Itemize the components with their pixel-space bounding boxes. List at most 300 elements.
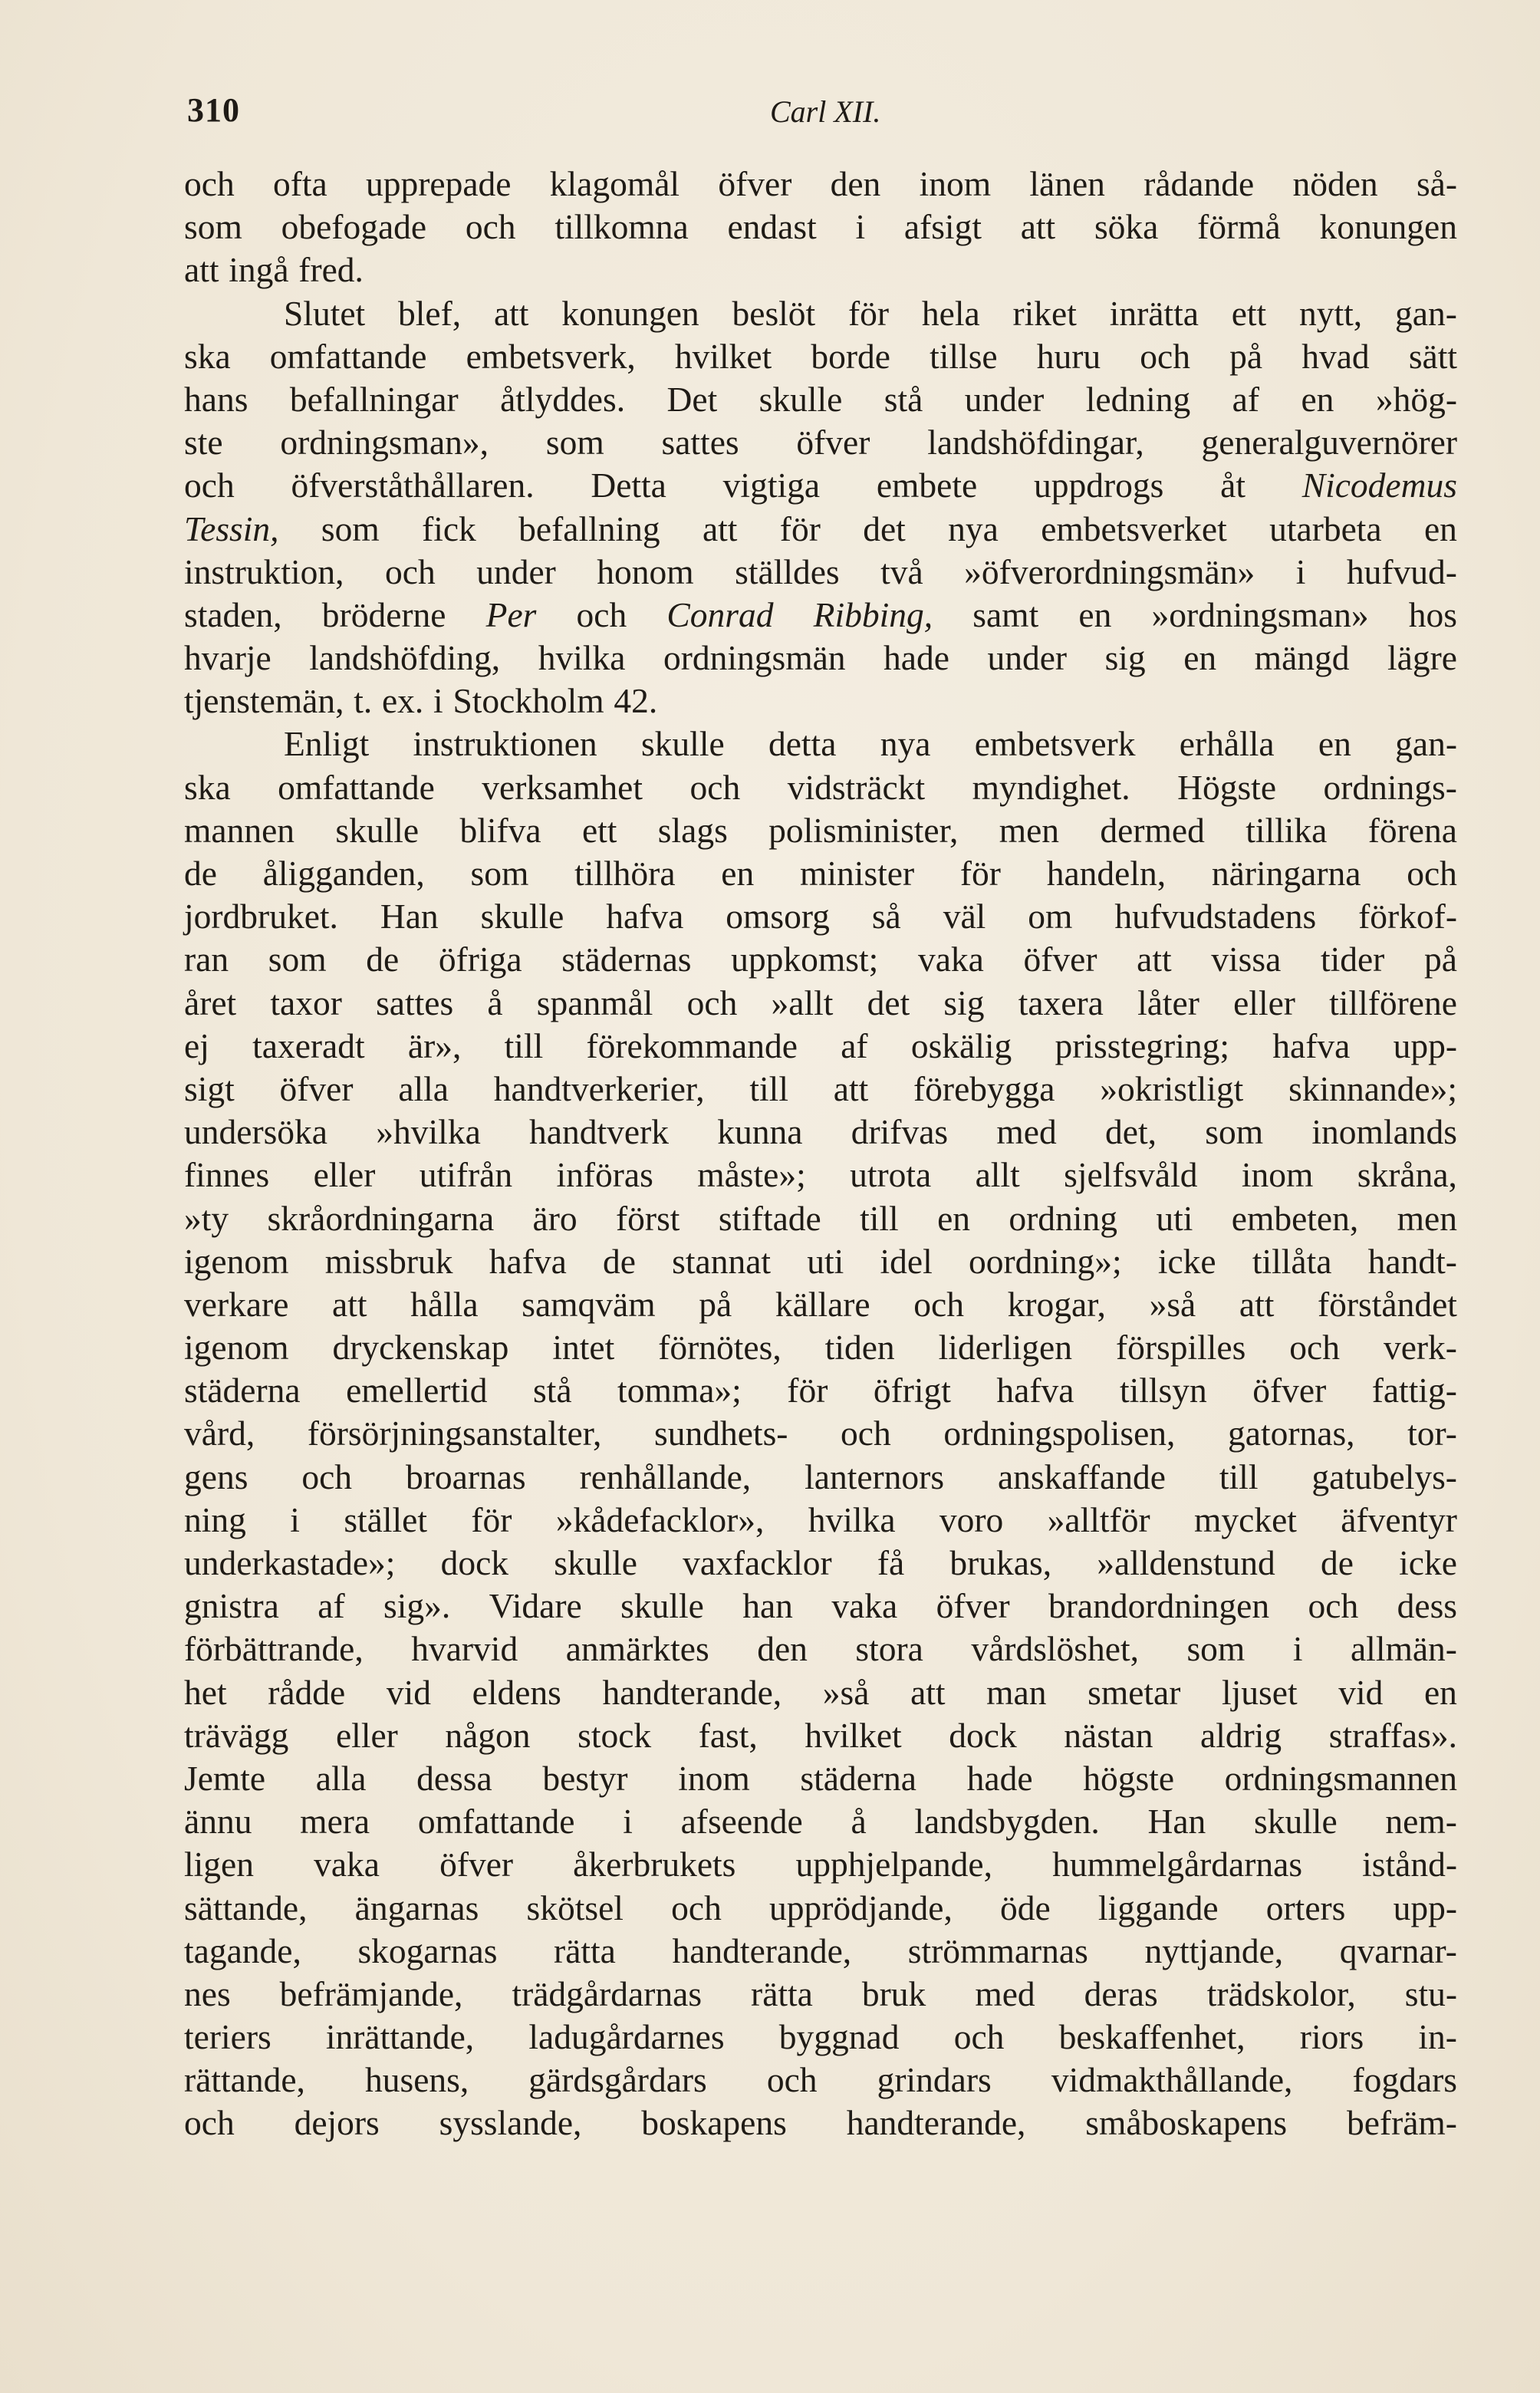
word: hufvud- [1346,551,1457,591]
word: embetsverket [1041,509,1227,548]
word: och [1407,854,1457,893]
word: en [1423,1672,1457,1712]
word: till [504,1025,544,1065]
word: mera [300,1802,370,1842]
word: riket [1012,293,1077,333]
word: trädgårdarnas [512,1973,703,2013]
word: en [1318,724,1351,764]
word: omfattande [269,336,427,376]
word: myndighet. [972,767,1130,807]
text-line [184,1585,1457,1628]
word: stannat [672,1241,772,1281]
word: öfver [1023,940,1097,979]
word: åtlyddes. [500,379,626,419]
word: honom [597,551,694,591]
word: gnistra [184,1586,279,1626]
word: och [184,164,235,203]
word: nyttjande, [1144,1931,1284,1970]
word: till [860,1198,899,1238]
word: hafva [1272,1025,1351,1065]
word: rätta [751,1973,813,2013]
text-line [184,1843,1457,1886]
word: i [1295,551,1306,591]
word: mängd [1254,638,1350,678]
word: omfattande [417,1802,575,1842]
text-line [184,1412,1457,1455]
word: en [721,854,755,893]
word: hummelgårdarnas [1052,1845,1303,1884]
word: ordningsmän [663,638,846,678]
word: vid [386,1672,432,1712]
word: landshöfding, [309,638,501,678]
word: att [1137,940,1172,979]
text-line [184,723,1457,765]
word: att [184,250,219,290]
word: det [867,983,910,1022]
word: om [1028,897,1073,936]
word: och [385,551,436,591]
word: stora [855,1629,923,1669]
word: skråordningarna [267,1198,495,1238]
word: öfver [1252,1371,1327,1410]
word: inrättande, [325,2017,475,2057]
word: af [1232,379,1260,419]
word: bestyr [542,1758,628,1798]
word: hans [184,379,248,419]
word: »hvilka [376,1112,481,1152]
word: få [877,1543,905,1582]
word: allmän- [1350,1629,1457,1669]
page-number: 310 [187,91,240,129]
word: ställdes [735,551,840,591]
word: brukas, [949,1543,1052,1582]
word: ordningspolisen, [943,1414,1176,1453]
word: skulle [480,897,564,936]
word: obefogade [281,207,427,247]
word: som [268,940,327,979]
word: instruktionen [413,724,597,764]
word: omfattande [278,767,435,807]
word: två [880,551,923,591]
word: för [959,854,1001,893]
word: med [996,1112,1057,1152]
word: idel [880,1241,933,1281]
word: tor- [1407,1414,1457,1453]
word: dock [949,1715,1017,1755]
word: i [1292,1629,1303,1669]
text-line [184,1111,1457,1154]
word: vissa [1211,940,1282,979]
word: upp- [1393,1888,1457,1927]
word: åkerbrukets [573,1845,736,1884]
word: ljuset [1222,1672,1298,1712]
word: och [1289,1328,1340,1368]
word: under [987,638,1068,678]
word: embete [876,466,978,505]
body-text [184,163,1457,2145]
word: verksamhet [482,767,643,807]
word: ledning [1085,379,1191,419]
word: polisminister, [768,810,959,850]
word: sig [1104,638,1146,678]
text-line [184,1930,1457,1973]
text-line [184,895,1457,938]
word: slags [657,810,728,850]
word: ordnings- [1323,767,1457,807]
word: småboskapens [1085,2103,1288,2143]
word: mycket [1193,1499,1297,1539]
word: »kådefacklor», [555,1499,765,1539]
word: uppdrogs [1033,466,1164,505]
word: blifva [459,810,541,850]
word: äro [532,1198,578,1238]
word: kunna [717,1112,803,1152]
word: först [616,1198,680,1238]
word: straffas». [1328,1715,1457,1755]
word: handt- [1367,1241,1457,1281]
word: stock [578,1715,652,1755]
word: äfventyr [1341,1499,1457,1539]
word: å [851,1802,867,1842]
word: i [290,1499,300,1539]
word: någon [445,1715,531,1755]
word: embetsverk [974,724,1136,764]
word: fick [422,509,476,548]
word: trädskolor, [1206,1973,1356,2013]
text-line [184,551,1457,594]
word: liggande [1097,1888,1219,1927]
word: de [1320,1543,1354,1582]
word: alla [315,1758,367,1798]
word: stu- [1404,1973,1457,2013]
word: tillika [1245,810,1328,850]
word: handeln, [1046,854,1167,893]
word: aldrig [1200,1715,1282,1755]
word: befräm- [1346,2103,1457,2143]
word: »ty [184,1198,229,1238]
word: och [953,2017,1005,2057]
word: stället [344,1499,427,1539]
word: öfrigt [873,1371,951,1410]
word: som [470,854,529,893]
text-line [184,1068,1457,1111]
word: tider [1320,940,1385,979]
word: borde [811,336,890,376]
word: vaxfacklor [683,1543,832,1582]
word: den [830,164,881,203]
word: de [366,940,400,979]
word: fogdars [1352,2060,1457,2100]
word: och [465,207,516,247]
word: smetar [1088,1672,1181,1712]
word: hvad [1301,336,1370,376]
word: det, [1105,1112,1157,1152]
word: som [545,423,604,462]
word: hvarvid [411,1629,518,1669]
text-line [184,378,1457,421]
word: de [184,854,217,893]
word: städerna [800,1758,917,1798]
word: af [318,1586,345,1626]
word: måste»; [697,1155,806,1195]
word: förena [1367,810,1457,850]
word: vaka [831,1586,898,1626]
word: men [1397,1198,1457,1238]
text-line [184,938,1457,981]
word: åligganden, [262,854,425,893]
text-line [184,982,1457,1025]
word: uppkomst; [731,940,879,979]
word: förkof- [1358,897,1457,936]
word: ängarnas [354,1888,479,1927]
word: eldens [472,1672,561,1712]
word: ning [184,1499,246,1539]
word: utrota [850,1155,932,1195]
word: på [1229,336,1263,376]
word: stå [533,1371,572,1410]
word: en [937,1198,971,1238]
word: nöden [1292,164,1378,203]
word: för [787,1371,828,1410]
word: ett [581,810,617,850]
word: att [1020,207,1056,247]
word: med [975,1973,1035,2013]
page-header [187,91,1445,144]
word: vigtiga [722,466,821,505]
word: underkastade»; [184,1543,396,1582]
word: gan- [1395,293,1457,333]
word: att [833,1068,869,1108]
word: förbättrande, [184,1629,364,1669]
word: under [476,551,556,591]
word: förmå [1197,207,1281,247]
text-line [184,1283,1457,1326]
text-line [184,1887,1457,1930]
word: vård, [184,1414,255,1453]
word: den [757,1629,808,1669]
word: införas [556,1155,653,1195]
word: tiden [824,1328,895,1368]
word: rådande [1143,164,1255,203]
word: och [671,1888,722,1927]
word: taxeradt [252,1025,365,1065]
word: Högste [1177,767,1277,807]
word: landshöfdingar, [927,423,1144,462]
word: befallningar [289,379,459,419]
text-line [184,1326,1457,1369]
word: Per [485,594,537,634]
word: dess [1397,1586,1457,1626]
word: och [689,767,741,807]
text-line [184,1542,1457,1585]
word: 42. [614,681,658,721]
word: handterande, [672,1931,852,1970]
word: förekommande [586,1025,798,1065]
word: inomlands [1311,1112,1457,1152]
text-line [184,1154,1457,1196]
word: och [686,983,738,1022]
word: gatornas, [1228,1414,1355,1453]
word: till [749,1068,788,1108]
word: tillkomna [554,207,689,247]
word: igenom [184,1328,289,1368]
word: igenom [184,1241,289,1281]
word: verkare [184,1284,289,1324]
word: skulle [1254,1802,1338,1842]
word: skötsel [526,1888,624,1927]
word: bröderne [321,594,446,634]
word: nya [948,509,999,548]
word: dock [440,1543,509,1582]
word: t. [354,681,373,721]
word: missbruk [324,1241,453,1281]
word: öfver [796,423,870,462]
word: handtverk [529,1112,669,1152]
word: är», [407,1025,462,1065]
word: nes [184,1973,231,2013]
word: och [184,2103,235,2143]
word: öfriga [438,940,522,979]
word: gärdsgårdars [528,2060,707,2100]
word: qvarnar- [1339,1931,1457,1970]
word: bruk [861,1973,926,2013]
word: skråna, [1357,1155,1457,1195]
word: vaka [314,1845,380,1884]
word: befrämjande, [279,1973,463,2013]
word: ex. [381,681,424,721]
word: hufvudstadens [1114,897,1317,936]
word: voro [939,1499,1004,1539]
word: minister [800,854,915,893]
word: erhålla [1179,724,1275,764]
word: och [184,466,235,505]
word: en [1301,379,1334,419]
word: »så [1149,1284,1196,1324]
word: öfver [718,164,792,203]
word: rätta [554,1931,616,1970]
word: gatubelys- [1311,1457,1457,1496]
word: sig [943,983,985,1022]
word: taxera [1018,983,1104,1022]
text-line [184,1499,1457,1542]
word: hafva [996,1371,1074,1410]
word: städerna [184,1371,301,1410]
word: tillhöra [574,854,676,893]
word: att [1239,1284,1275,1324]
word: sysslande, [439,2103,582,2143]
word: »alldenstund [1097,1543,1275,1582]
text-line [184,2059,1457,2102]
word: handterande, [602,1672,782,1712]
word: vidsträckt [787,767,926,807]
word: fast, [698,1715,758,1755]
text-line [184,1671,1457,1714]
word: Detta [591,466,666,505]
word: samqväm [522,1284,656,1324]
word: sigt [184,1068,235,1108]
word: afseende [680,1802,803,1842]
word: blef, [398,293,462,333]
word: nem- [1385,1802,1457,1842]
word: i [623,1802,633,1842]
word: ska [184,336,231,376]
word: Nicodemus [1301,466,1457,505]
word: skinnande»; [1288,1068,1457,1108]
word: sjelfsvåld [1064,1155,1198,1195]
word: finnes [184,1155,270,1195]
word: huru [1036,336,1101,376]
word: sig». [383,1586,451,1626]
word: oordning»; [968,1241,1122,1281]
word: och [841,1414,891,1453]
text-line [184,1973,1457,2016]
word: och [576,594,627,634]
word: sattes [661,423,739,462]
text-line [184,1628,1457,1670]
word: ordningsmannen [1224,1758,1457,1798]
word: året [184,983,237,1022]
word: länen [1029,164,1105,203]
word: vaka [917,940,984,979]
word: drifvas [851,1112,949,1152]
word: intet [552,1328,615,1368]
word: att [493,293,529,333]
word: förspilles [1115,1328,1246,1368]
word: beskaffenhet, [1058,2017,1245,2057]
word: hade [966,1758,1033,1798]
word: riors [1299,2017,1364,2057]
word: landsbygden. [914,1802,1100,1842]
word: vidmakthållande, [1051,2060,1293,2100]
word: stå [884,379,923,419]
word: taxor [270,983,342,1022]
word: öfver [936,1586,1010,1626]
text-line [184,464,1457,507]
word: förståndet [1318,1284,1457,1324]
word: väl [943,897,986,936]
word: nya [880,724,931,764]
text-line [184,852,1457,895]
word: upprepade [365,164,512,203]
text-line [184,1369,1457,1412]
word: öfver [439,1845,514,1884]
word: uti [807,1241,844,1281]
word: Stockholm [452,681,604,721]
word: hvarje [184,638,271,678]
word: oskälig [910,1025,1012,1065]
word: skulle [335,810,420,850]
word: för [779,509,821,548]
text-line [184,1197,1457,1240]
word: ingå [229,250,289,290]
word: och [301,1457,353,1496]
word: upp- [1393,1025,1457,1065]
word: Conrad [666,594,774,634]
word: generalguvernörer [1201,423,1457,462]
text-line [184,163,1457,206]
word: skulle [554,1543,637,1582]
word: högste [1083,1758,1175,1798]
word: liderligen [938,1328,1072,1368]
word: istånd- [1362,1845,1457,1884]
word: en [1183,638,1217,678]
word: skogarnas [357,1931,498,1970]
word: försörjningsanstalter, [307,1414,602,1453]
word: undersöka [184,1112,327,1152]
text-line [184,421,1457,464]
word: embetsverk, [466,336,636,376]
word: rättande, [184,2060,305,2100]
